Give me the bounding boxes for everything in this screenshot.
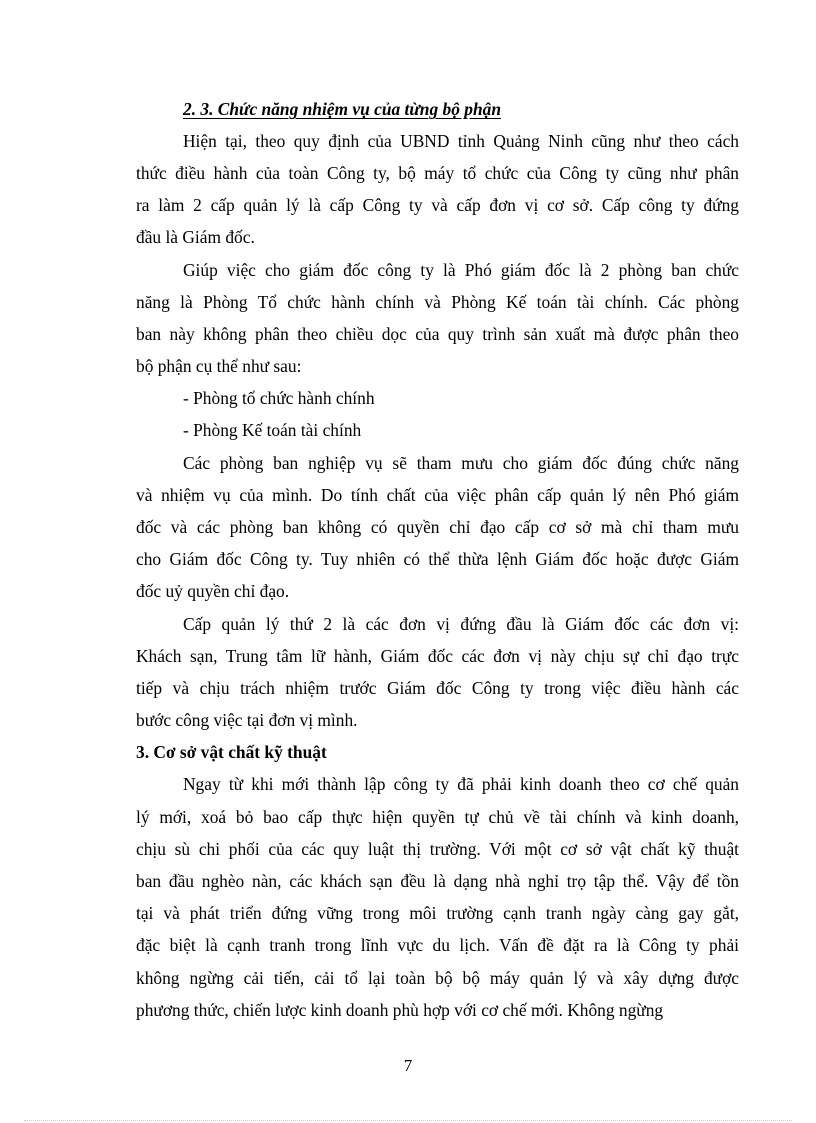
paragraph-line: phương thức, chiến lược kinh doanh phù hợp với cơ chế mới. Không ngừng <box>136 1000 664 1020</box>
section-heading-3: 3. Cơ sở vật chất kỹ thuật <box>136 742 327 762</box>
paragraph-line: tại và phát triển đứng vững trong môi trường cạnh tranh ngày càng gay gắt, <box>136 903 739 923</box>
paragraph-line: lý mới, xoá bỏ bao cấp thực hiện quyền tự chủ về tài chính và kinh doanh, <box>136 807 739 827</box>
section-heading-2-3: 2. 3. Chức năng nhiệm vụ của từng bộ phận <box>183 99 501 119</box>
paragraph-line: đầu là Giám đốc. <box>136 227 255 247</box>
paragraph-line: bộ phận cụ thể như sau: <box>136 356 302 376</box>
paragraph-line: chịu sù chi phối của các quy luật thị trường. Với một cơ sở vật chất kỹ thuật <box>136 839 739 859</box>
paragraph-line: năng là Phòng Tổ chức hành chính và Phòng Kế toán tài chính. Các phòng <box>136 292 739 312</box>
paragraph-line: ban đầu nghèo nàn, các khách sạn đều là dạng nhà nghỉ trọ tập thể. Vậy để tồn <box>136 871 739 891</box>
paragraph-line: Cấp quản lý thứ 2 là các đơn vị đứng đầu là Giám đốc các đơn vị: <box>183 614 739 634</box>
page-number: 7 <box>403 1056 413 1075</box>
paragraph-line: cho Giám đốc Công ty. Tuy nhiên có thể thừa lệnh Giám đốc hoặc được Giám <box>136 549 739 569</box>
paragraph-line: đốc và các phòng ban không có quyền chỉ đạo cấp cơ sở mà chỉ tham mưu <box>136 517 739 537</box>
paragraph-line: Khách sạn, Trung tâm lữ hành, Giám đốc các đơn vị này chịu sự chỉ đạo trực <box>136 646 739 666</box>
paragraph-line: ra làm 2 cấp quản lý là cấp Công ty và cấp đơn vị cơ sở. Cấp công ty đứng <box>136 195 739 215</box>
paragraph-line: không ngừng cải tiến, cải tổ lại toàn bộ bộ máy quản lý và xây dựng được <box>136 968 739 988</box>
paragraph-line: ban này không phân theo chiều dọc của quy trình sản xuất mà được phân theo <box>136 324 739 344</box>
paragraph-line: tiếp và chịu trách nhiệm trước Giám đốc Công ty trong việc điều hành các <box>136 678 739 698</box>
list-item: - Phòng tổ chức hành chính <box>183 388 375 408</box>
paragraph-line: thức điều hành của toàn Công ty, bộ máy tổ chức của Công ty cũng như phân <box>136 163 739 183</box>
paragraph-line: đặc biệt là cạnh tranh trong lĩnh vực du lịch. Vấn đề đặt ra là Công ty phải <box>136 935 739 955</box>
list-item: - Phòng Kế toán tài chính <box>183 420 362 440</box>
paragraph-line: bước công việc tại đơn vị mình. <box>136 710 358 730</box>
paragraph-line: và nhiệm vụ của mình. Do tính chất của việc phân cấp quản lý nên Phó giám <box>136 485 739 505</box>
paragraph-line: Ngay từ khi mới thành lập công ty đã phải kinh doanh theo cơ chế quản <box>183 774 739 794</box>
paragraph-line: Hiện tại, theo quy định của UBND tỉnh Quảng Ninh cũng như theo cách <box>183 131 739 151</box>
page-bottom-divider <box>24 1120 792 1121</box>
paragraph-line: Các phòng ban nghiệp vụ sẽ tham mưu cho giám đốc đúng chức năng <box>183 453 739 473</box>
paragraph-line: Giúp việc cho giám đốc công ty là Phó giám đốc là 2 phòng ban chức <box>183 260 739 280</box>
paragraph-line: đốc uỷ quyền chỉ đạo. <box>136 581 290 601</box>
